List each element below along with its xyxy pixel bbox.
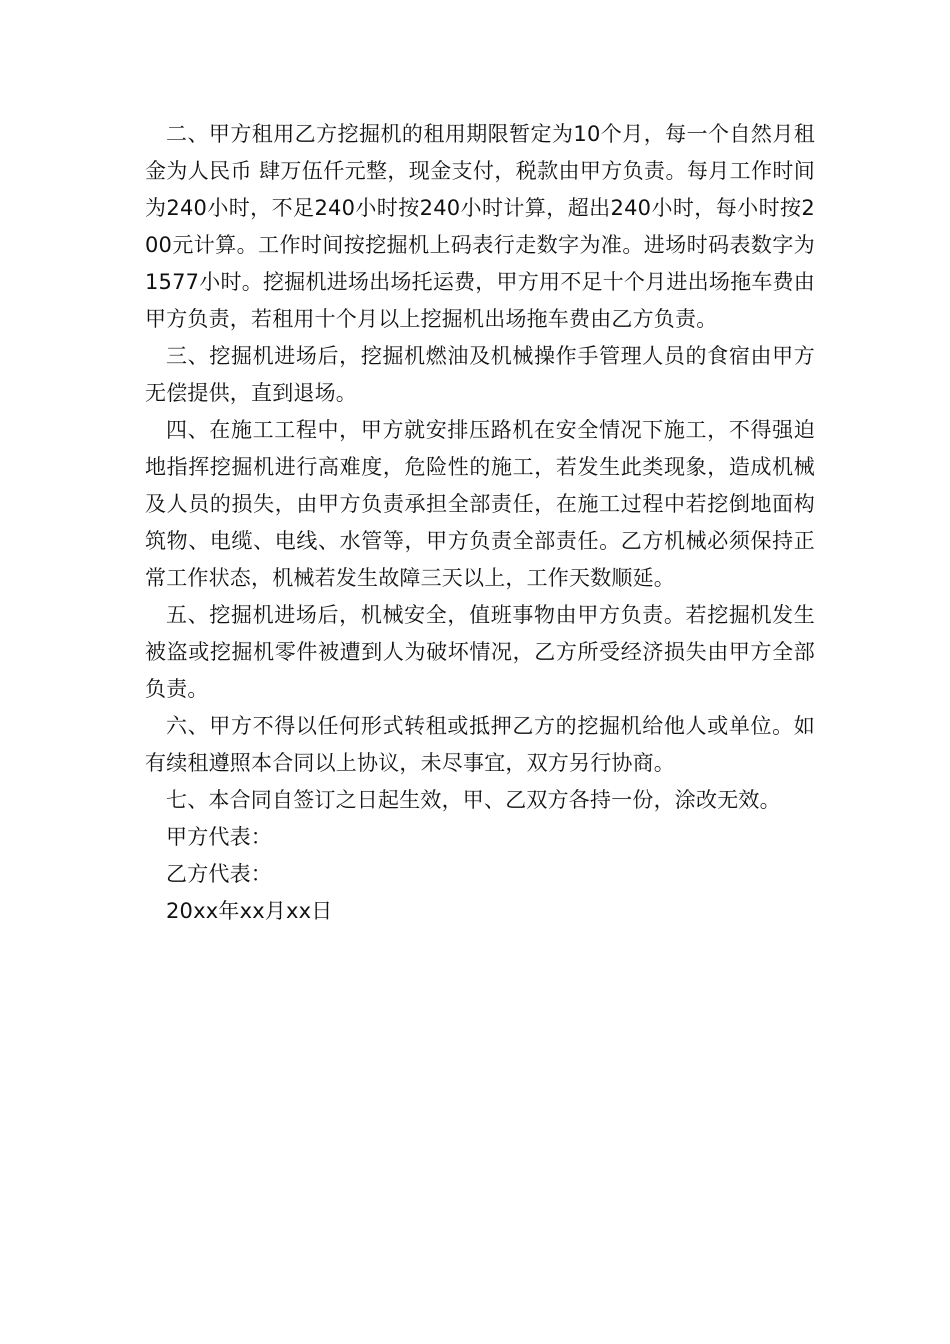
clause-3: 三、挖掘机进场后，挖掘机燃油及机械操作手管理人员的食宿由甲方无偿提供，直到退场。 (145, 344, 815, 405)
clause-2: 二、甲方租用乙方挖掘机的租用期限暂定为10个月，每一个自然月租金为人民币 肆万伍仟元整，现金支付，税款由甲方负责。每月工作时间为240小时，不足240小时按240小时计算，超出240小时，每小时按200元计算。工作时间按挖掘机上码表行走数字为准。进场时码表数字为1577小时。挖掘机进场出场托运费，甲方用不足十个月进出场拖车费由甲方负责，若租用十个月以上挖掘机出场拖车费由乙方负责。 (145, 122, 815, 331)
party-a-representative: 甲方代表： (166, 825, 272, 849)
document-body (145, 116, 815, 930)
signing-date: 20xx年xx月xx日 (166, 899, 333, 923)
clause-6: 六、甲方不得以任何形式转租或抵押乙方的挖掘机给他人或单位。如有续租遵照本合同以上协议，未尽事宜，双方另行协商。 (145, 714, 815, 775)
clause-5: 五、挖掘机进场后，机械安全，值班事物由甲方负责。若挖掘机发生被盗或挖掘机零件被遭到人为破坏情况，乙方所受经济损失由甲方全部负责。 (145, 603, 815, 701)
clause-4: 四、在施工工程中，甲方就安排压路机在安全情况下施工，不得强迫地指挥挖掘机进行高难度，危险性的施工，若发生此类现象，造成机械及人员的损失，由甲方负责承担全部责任，在施工过程中若挖倒地面构筑物、电缆、电线、水管等，甲方负责全部责任。乙方机械必须保持正常工作状态，机械若发生故障三天以上，工作天数顺延。 (145, 418, 815, 590)
party-b-representative: 乙方代表： (166, 862, 272, 886)
clause-7: 七、本合同自签订之日起生效，甲、乙双方各持一份，涂改无效。 (166, 788, 781, 812)
